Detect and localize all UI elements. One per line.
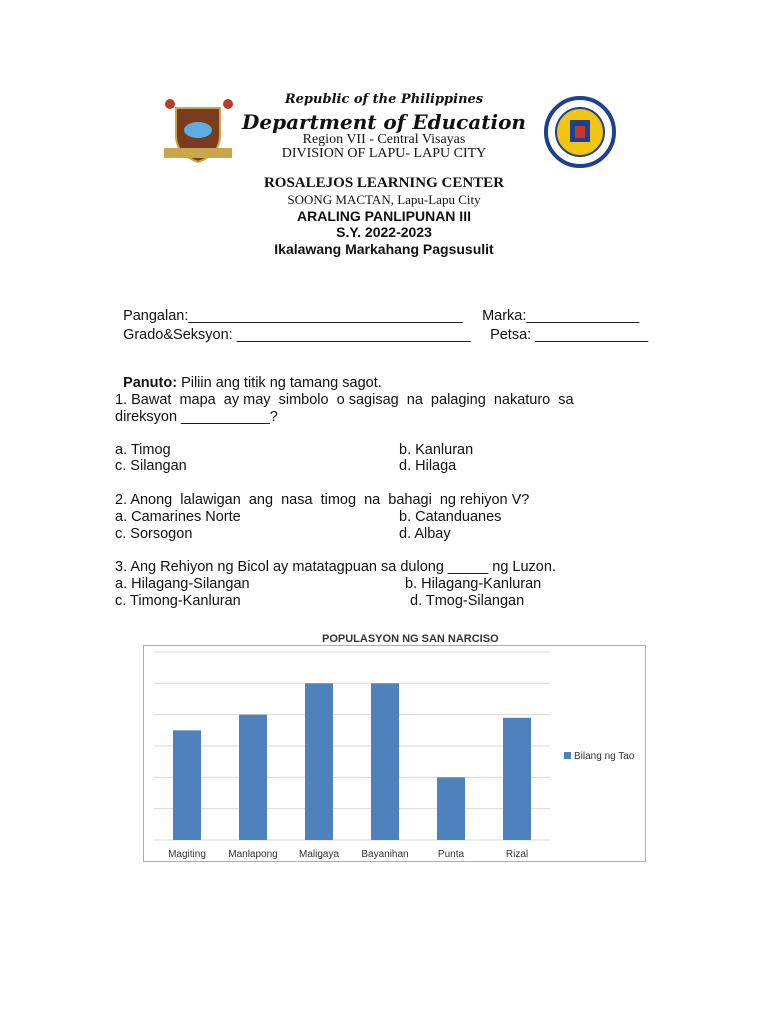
score-field: Marka:______________ xyxy=(482,308,640,324)
question-1-choice-b: b. Kanluran xyxy=(399,442,474,458)
x-tick-label: Punta xyxy=(437,849,465,860)
region-heading: Region VII - Central Visayas xyxy=(302,132,466,147)
question-3-choice-a: a. Hilagang-Silangan xyxy=(115,576,250,592)
school-year: S.Y. 2022-2023 xyxy=(336,224,432,240)
grade-field: Grado&Seksyon: _____________________________ xyxy=(123,327,471,343)
x-tick-label: Rizal xyxy=(505,849,529,860)
instructions-text: Piliin ang titik ng tamang sagot. xyxy=(181,375,382,391)
chart-canvas xyxy=(144,646,645,861)
question-3-choice-d: d. Tmog-Silangan xyxy=(410,593,525,609)
question-1-choice-c: c. Silangan xyxy=(115,458,187,474)
question-3-text: 3. Ang Rehiyon ng Bicol ay matatagpuan sa dulong _____ ng Luzon. xyxy=(115,559,556,575)
division-heading: DIVISION OF LAPU- LAPU CITY xyxy=(281,146,487,161)
department-heading: Department of Education xyxy=(242,110,526,134)
question-2-choice-b: b. Catanduanes xyxy=(399,509,502,525)
name-label: Pangalan: xyxy=(123,308,189,324)
question-1-text: 1. Bawat mapa ay may simbolo o sagisag na palaging nakaturo sa xyxy=(115,392,574,408)
question-3-choice-c: c. Timong-Kanluran xyxy=(115,593,241,609)
exam-title: Ikalawang Markahang Pagsusulit xyxy=(274,241,494,257)
chart-title: POPULASYON NG SAN NARCISO xyxy=(322,633,499,645)
question-1-choice-d: d. Hilaga xyxy=(399,458,457,474)
date-label: Petsa: xyxy=(490,327,532,343)
chart-bar xyxy=(239,715,267,840)
school-name: ROSALEJOS LEARNING CENTER xyxy=(263,175,505,191)
legend-swatch xyxy=(564,752,571,759)
x-tick-label: Magiting xyxy=(168,849,206,860)
x-tick-label: Manlapong xyxy=(228,849,278,860)
question-2-choice-d: d. Albay xyxy=(399,526,451,542)
republic-heading: Republic of the Philippines xyxy=(284,92,484,107)
chart-bar xyxy=(305,683,333,840)
chart-bar xyxy=(503,718,531,840)
x-tick-label: Maligaya xyxy=(298,849,340,860)
instructions-label: Panuto: xyxy=(123,375,178,391)
bar-chart xyxy=(143,645,646,862)
question-3-choice-b: b. Hilagang-Kanluran xyxy=(405,576,542,592)
date-field: Petsa: ______________ xyxy=(490,327,649,343)
grade-label: Grado&Seksyon: xyxy=(123,327,233,343)
question-2-choice-c: c. Sorsogon xyxy=(115,526,193,542)
school-address: SOONG MACTAN, Lapu-Lapu City xyxy=(287,192,481,207)
name-field: Pangalan:__________________________________ xyxy=(123,308,463,324)
subject-title: ARALING PANLIPUNAN III xyxy=(297,208,471,224)
x-tick-label: Bayanihan xyxy=(361,849,409,860)
question-2-choice-a: a. Camarines Norte xyxy=(115,509,241,525)
instructions xyxy=(115,358,382,392)
chart-bar xyxy=(437,777,465,840)
score-label: Marka: xyxy=(482,308,527,324)
question-1-choice-a: a. Timog xyxy=(115,442,171,458)
question-2-text: 2. Anong lalawigan ang nasa timog na bahagi ng rehiyon V? xyxy=(115,492,530,508)
chart-bar xyxy=(371,683,399,840)
legend-label: Bilang ng Tao xyxy=(574,751,635,762)
chart-bar xyxy=(173,730,201,840)
question-1-text-cont: direksyon ___________? xyxy=(115,409,278,425)
